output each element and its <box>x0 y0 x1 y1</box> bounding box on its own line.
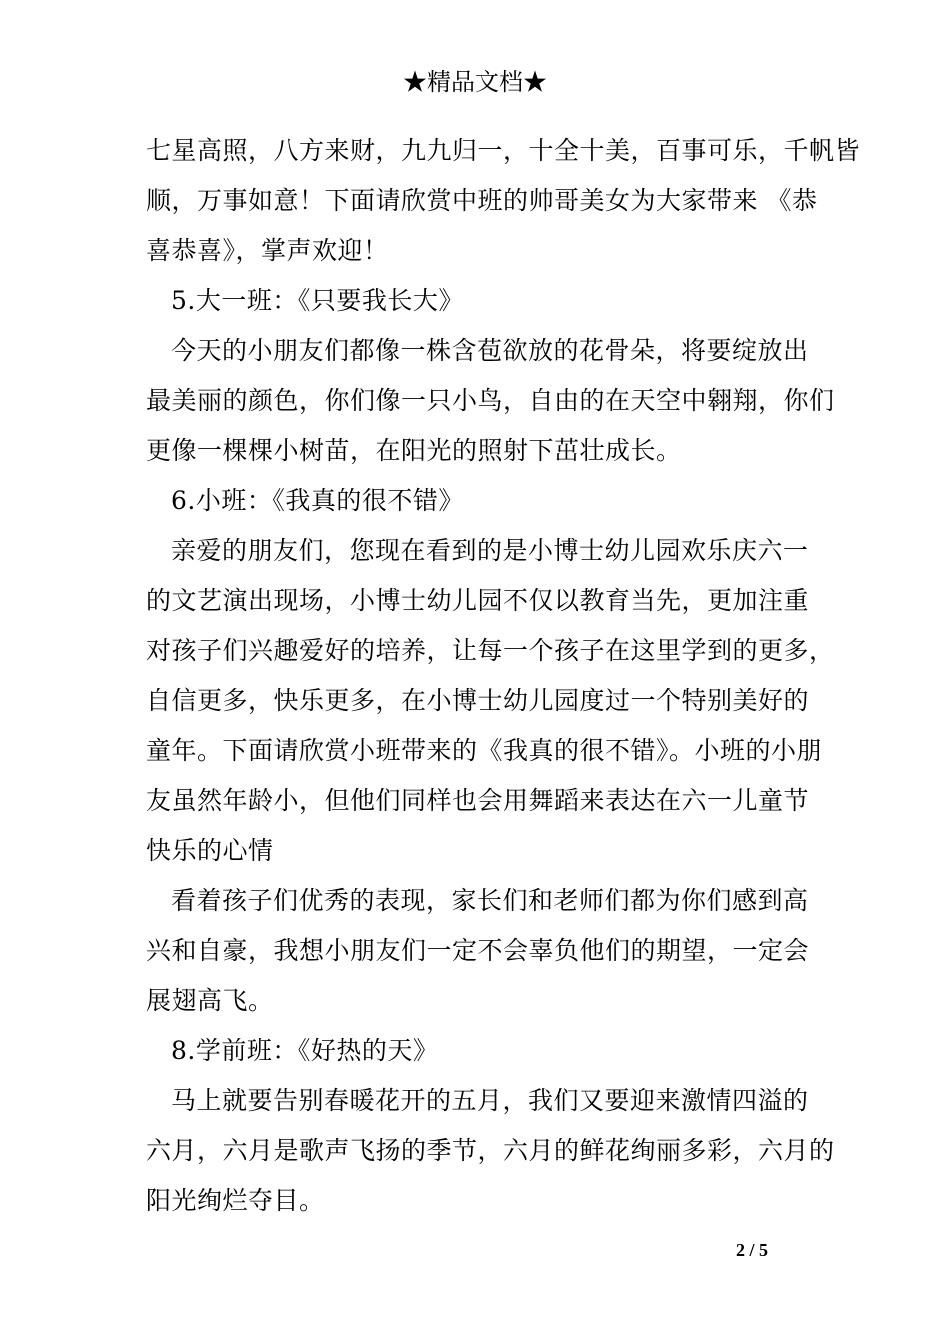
text-line: 亲爱的朋友们，您现在看到的是小博士幼儿园欢乐庆六一 <box>171 536 809 565</box>
text-line: 6.小班：《我真的很不错》 <box>171 486 464 515</box>
text-line: 展翅高飞。 <box>146 986 274 1015</box>
text-line: 的文艺演出现场，小博士幼儿园不仅以教育当先，更加注重 <box>146 586 810 615</box>
text-line: 六月，六月是歌声飞扬的季节，六月的鲜花绚丽多彩，六月的 <box>146 1136 835 1165</box>
page-header-title: ★精品文档★ <box>403 68 547 96</box>
text-line: 马上就要告别春暖花开的五月，我们又要迎来激情四溢的 <box>171 1086 809 1115</box>
text-line: 8.学前班：《好热的天》 <box>171 1036 439 1065</box>
text-line: 阳光绚烂夺目。 <box>146 1186 325 1215</box>
text-line: 看着孩子们优秀的表现，家长们和老师们都为你们感到高 <box>171 886 809 915</box>
document-body <box>146 126 861 1226</box>
text-line: 今天的小朋友们都像一株含苞欲放的花骨朵，将要绽放出 <box>171 336 809 365</box>
text-line: 更像一棵棵小树苗，在阳光的照射下茁壮成长。 <box>146 436 682 465</box>
text-line: 兴和自豪，我想小朋友们一定不会辜负他们的期望，一定会 <box>146 936 810 965</box>
text-line: 友虽然年龄小，但他们同样也会用舞蹈来表达在六一儿童节 <box>146 786 810 815</box>
text-line: 童年。下面请欣赏小班带来的《我真的很不错》。小班的小朋 <box>146 736 823 765</box>
text-line: 喜恭喜》，掌声欢迎！ <box>146 236 389 265</box>
text-line: 最美丽的颜色，你们像一只小鸟，自由的在天空中翱翔，你们 <box>146 386 835 415</box>
text-line: 自信更多，快乐更多，在小博士幼儿园度过一个特别美好的 <box>146 686 810 715</box>
text-line: 快乐的心情 <box>146 836 274 865</box>
page-number: 2 / 5 <box>736 1240 769 1260</box>
text-line: 七星高照，八方来财，九九归一，十全十美，百事可乐，千帆皆 <box>146 136 861 165</box>
text-line: 顺，万事如意！下面请欣赏中班的帅哥美女为大家带来 《恭 <box>146 186 818 215</box>
text-line: 5.大一班：《只要我长大》 <box>171 286 464 315</box>
text-line: 对孩子们兴趣爱好的培养，让每一个孩子在这里学到的更多， <box>146 636 835 665</box>
